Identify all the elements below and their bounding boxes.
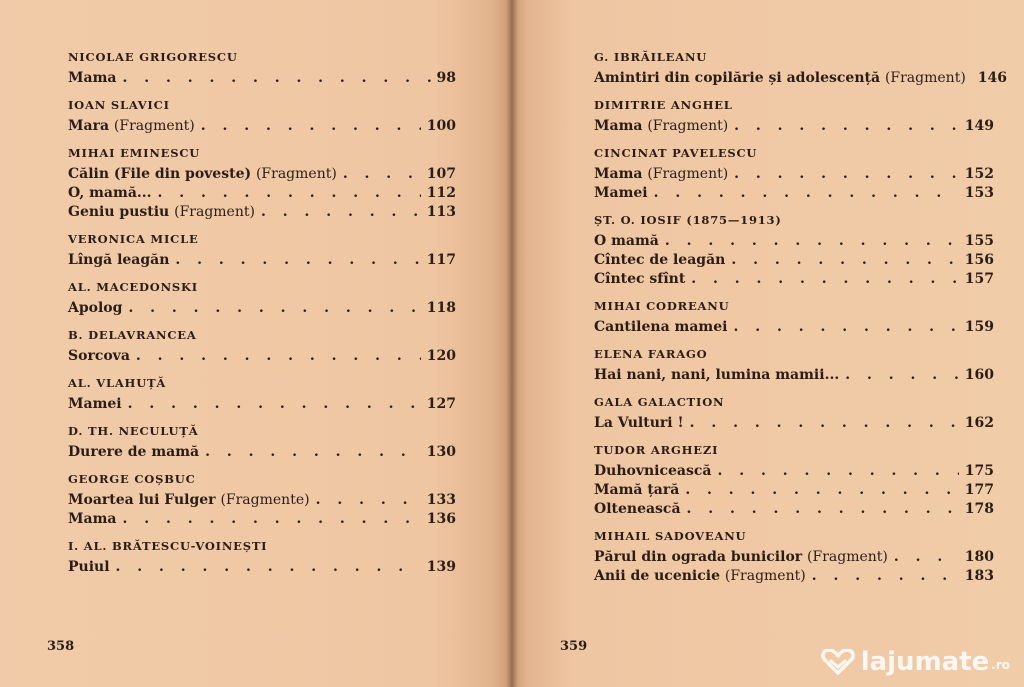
entry-page-number: 139 <box>426 559 456 575</box>
toc-entry <box>68 347 456 366</box>
entry-title <box>68 510 116 529</box>
entry-page-number: 120 <box>426 348 456 364</box>
toc-entry <box>68 299 456 318</box>
entry-page-number: 107 <box>426 166 456 182</box>
entry-subtitle: (Fragment) <box>884 70 966 86</box>
author-heading: MIHAI EMINESCU <box>68 146 201 160</box>
toc-entry <box>68 395 456 414</box>
entry-title-text: Călin (File din poveste) <box>68 166 252 182</box>
toc-entry <box>594 251 994 270</box>
dot-leader <box>685 481 958 500</box>
author-heading: ELENA FARAGO <box>594 347 708 361</box>
toc-entry <box>68 558 456 577</box>
entry-title <box>594 414 684 433</box>
heart-logo-icon <box>821 649 855 675</box>
author-heading: B. DELAVRANCEA <box>68 328 197 342</box>
entry-title-text: Mama <box>68 70 117 86</box>
dot-leader <box>665 232 959 251</box>
entry-title <box>594 117 728 136</box>
entry-title-text: Părul din ograda bunicilor <box>594 549 803 565</box>
entry-title-text: Anii de ucenicie <box>594 568 720 584</box>
dot-leader <box>205 443 421 462</box>
entry-title <box>594 232 659 251</box>
entry-title-text: Cîntec de leagăn <box>594 252 726 268</box>
author-heading: VERONICA MICLE <box>68 232 199 246</box>
dot-leader <box>261 203 421 222</box>
author-heading: MIHAIL SADOVEANU <box>594 529 747 543</box>
toc-entry <box>594 270 994 289</box>
entry-title-text: Moartea lui Fulger <box>68 492 216 508</box>
entry-title <box>68 184 152 203</box>
toc-entry <box>594 165 994 184</box>
author-heading: GALA GALACTION <box>594 395 725 409</box>
entry-title-text: Mamă țară <box>594 482 680 498</box>
entry-page-number: 178 <box>964 501 994 517</box>
entry-page-number: 156 <box>964 252 994 268</box>
entry-title-text: Sorcova <box>68 348 130 364</box>
entry-title-text: Cantilena mamei <box>594 319 728 335</box>
book-gutter <box>506 0 518 687</box>
dot-leader <box>845 366 959 385</box>
toc-entry <box>594 500 994 519</box>
entry-page-number: 98 <box>436 70 456 86</box>
entry-title <box>68 203 255 222</box>
author-heading: TUDOR ARGHEZI <box>594 443 719 457</box>
entry-page-number: 160 <box>964 367 994 383</box>
entry-page-number: 133 <box>426 492 456 508</box>
entry-title-text: Mama <box>594 118 643 134</box>
author-heading: DIMITRIE ANGHEL <box>594 98 733 112</box>
author-heading: ȘT. O. IOSIF (1875—1913) <box>594 213 782 227</box>
entry-title <box>68 443 199 462</box>
entry-title <box>594 165 728 184</box>
entry-subtitle: (Fragment) <box>255 166 337 182</box>
entry-page-number: 152 <box>964 166 994 182</box>
dot-leader <box>343 165 421 184</box>
dot-leader <box>316 491 421 510</box>
entry-title-text: Oltenească <box>594 501 681 517</box>
dot-leader <box>734 165 959 184</box>
entry-subtitle: (Fragment) <box>647 166 729 182</box>
dot-leader <box>687 500 959 519</box>
dot-leader <box>158 184 421 203</box>
toc-entry <box>594 481 994 500</box>
entry-page-number: 100 <box>426 118 456 134</box>
entry-title-text: Duhovnicească <box>594 463 712 479</box>
entry-title <box>68 165 337 184</box>
entry-subtitle: (Fragmente) <box>220 492 310 508</box>
entry-page-number: 153 <box>964 185 994 201</box>
entry-subtitle: (Fragment) <box>807 549 888 565</box>
dot-leader <box>734 117 959 136</box>
author-heading: I. AL. BRĂTESCU-VOINEȘTI <box>68 539 268 553</box>
author-heading: MIHAI CODREANU <box>594 299 730 313</box>
entry-title-text: O, mamă... <box>68 185 152 201</box>
toc-entry <box>594 184 994 203</box>
entry-page-number: 175 <box>964 463 994 479</box>
author-heading: AL. MACEDONSKI <box>68 280 198 294</box>
toc-entry <box>68 510 456 529</box>
toc-entry <box>594 318 994 337</box>
entry-page-number: 183 <box>964 568 994 584</box>
toc-entry <box>594 414 994 433</box>
watermark <box>821 647 1010 677</box>
toc-entry <box>594 567 994 586</box>
entry-title <box>594 567 806 586</box>
entry-title <box>594 366 839 385</box>
entry-subtitle: (Fragment) <box>647 118 729 134</box>
toc-entry <box>594 366 994 385</box>
author-heading: GEORGE COȘBUC <box>68 472 196 486</box>
toc-entry <box>594 548 994 567</box>
dot-leader <box>128 395 421 414</box>
entry-title <box>68 558 110 577</box>
author-heading: IOAN SLAVICI <box>68 98 170 112</box>
toc-entry <box>68 165 456 184</box>
entry-page-number: 113 <box>426 204 456 220</box>
entry-title <box>594 270 685 289</box>
entry-title <box>594 251 725 270</box>
toc-entry <box>68 184 456 203</box>
entry-title <box>594 548 888 567</box>
entry-title-text: Amintiri din copilărie și adolescență <box>594 70 881 86</box>
watermark-brand: lajumate <box>860 647 990 677</box>
entry-title <box>68 299 122 318</box>
left-toc-column <box>68 40 456 577</box>
entry-subtitle: (Fragment) <box>724 568 806 584</box>
entry-title-text: Apolog <box>68 300 123 316</box>
dot-leader <box>733 318 958 337</box>
dot-leader <box>731 251 958 270</box>
dot-leader <box>812 567 959 586</box>
entry-title-text: Puiul <box>68 559 110 575</box>
toc-entry <box>594 69 1008 88</box>
dot-leader <box>717 462 958 481</box>
entry-page-number: 155 <box>964 233 994 249</box>
toc-entry <box>68 491 456 510</box>
right-toc-column <box>594 40 1008 586</box>
entry-title <box>594 69 966 88</box>
entry-subtitle: (Fragment) <box>113 118 195 134</box>
dot-leader <box>122 510 420 529</box>
entry-title-text: Geniu pustiu <box>68 204 170 220</box>
entry-title-text: Mamei <box>68 396 122 412</box>
entry-title <box>68 69 116 88</box>
dot-leader <box>175 251 420 270</box>
entry-title <box>594 318 727 337</box>
entry-title <box>594 184 648 203</box>
dot-leader <box>654 184 959 203</box>
dot-leader <box>691 270 958 289</box>
entry-page-number: 136 <box>426 511 456 527</box>
left-page-number: 358 <box>47 639 75 654</box>
author-heading: CINCINAT PAVELESCU <box>594 146 758 160</box>
entry-page-number: 180 <box>964 549 994 565</box>
entry-page-number: 127 <box>426 396 456 412</box>
entry-page-number: 177 <box>964 482 994 498</box>
entry-title <box>68 251 169 270</box>
entry-page-number: 159 <box>964 319 994 335</box>
dot-leader <box>201 117 421 136</box>
entry-page-number: 112 <box>426 185 456 201</box>
dot-leader <box>690 414 959 433</box>
toc-entry <box>594 232 994 251</box>
toc-entry <box>594 117 994 136</box>
entry-title-text: O mamă <box>594 233 659 249</box>
entry-page-number: 146 <box>977 70 1008 86</box>
dot-leader <box>116 558 421 577</box>
right-page-number: 359 <box>560 639 588 654</box>
entry-subtitle: (Fragment) <box>174 204 255 220</box>
entry-page-number: 162 <box>964 415 994 431</box>
entry-title <box>68 395 122 414</box>
toc-entry <box>594 462 994 481</box>
author-heading: D. TH. NECULUȚĂ <box>68 424 199 438</box>
entry-page-number: 118 <box>426 300 456 316</box>
entry-page-number: 149 <box>964 118 994 134</box>
entry-title <box>68 117 195 136</box>
entry-page-number: 117 <box>426 252 456 268</box>
author-heading: AL. VLAHUȚĂ <box>68 376 167 390</box>
entry-title <box>594 500 681 519</box>
entry-title-text: Hai nani, nani, lumina mamii... <box>594 367 840 383</box>
dot-leader <box>136 347 421 366</box>
entry-title-text: Mara <box>68 118 110 134</box>
entry-title-text: La Vulturi ! <box>594 415 684 431</box>
author-heading: NICOLAE GRIGORESCU <box>68 50 238 64</box>
author-heading: G. IBRĂILEANU <box>594 50 708 64</box>
entry-page-number: 130 <box>426 444 456 460</box>
entry-title-text: Mamei <box>594 185 648 201</box>
toc-entry <box>68 251 456 270</box>
entry-title <box>594 481 679 500</box>
entry-title-text: Mama <box>594 166 643 182</box>
toc-entry <box>68 443 456 462</box>
right-page <box>512 0 1024 687</box>
dot-leader <box>128 299 420 318</box>
watermark-tld: .ro <box>991 658 1010 672</box>
entry-title-text: Lîngă leagăn <box>68 252 170 268</box>
entry-title-text: Durere de mamă <box>68 444 200 460</box>
entry-title <box>68 347 130 366</box>
dot-leader <box>894 548 959 567</box>
entry-title <box>68 491 310 510</box>
entry-page-number: 157 <box>964 271 994 287</box>
entry-title-text: Mama <box>68 511 117 527</box>
toc-entry <box>68 117 456 136</box>
entry-title-text: Cîntec sfînt <box>594 271 686 287</box>
entry-title <box>594 462 711 481</box>
toc-entry <box>68 203 456 222</box>
toc-entry <box>68 69 456 88</box>
dot-leader <box>122 69 430 88</box>
